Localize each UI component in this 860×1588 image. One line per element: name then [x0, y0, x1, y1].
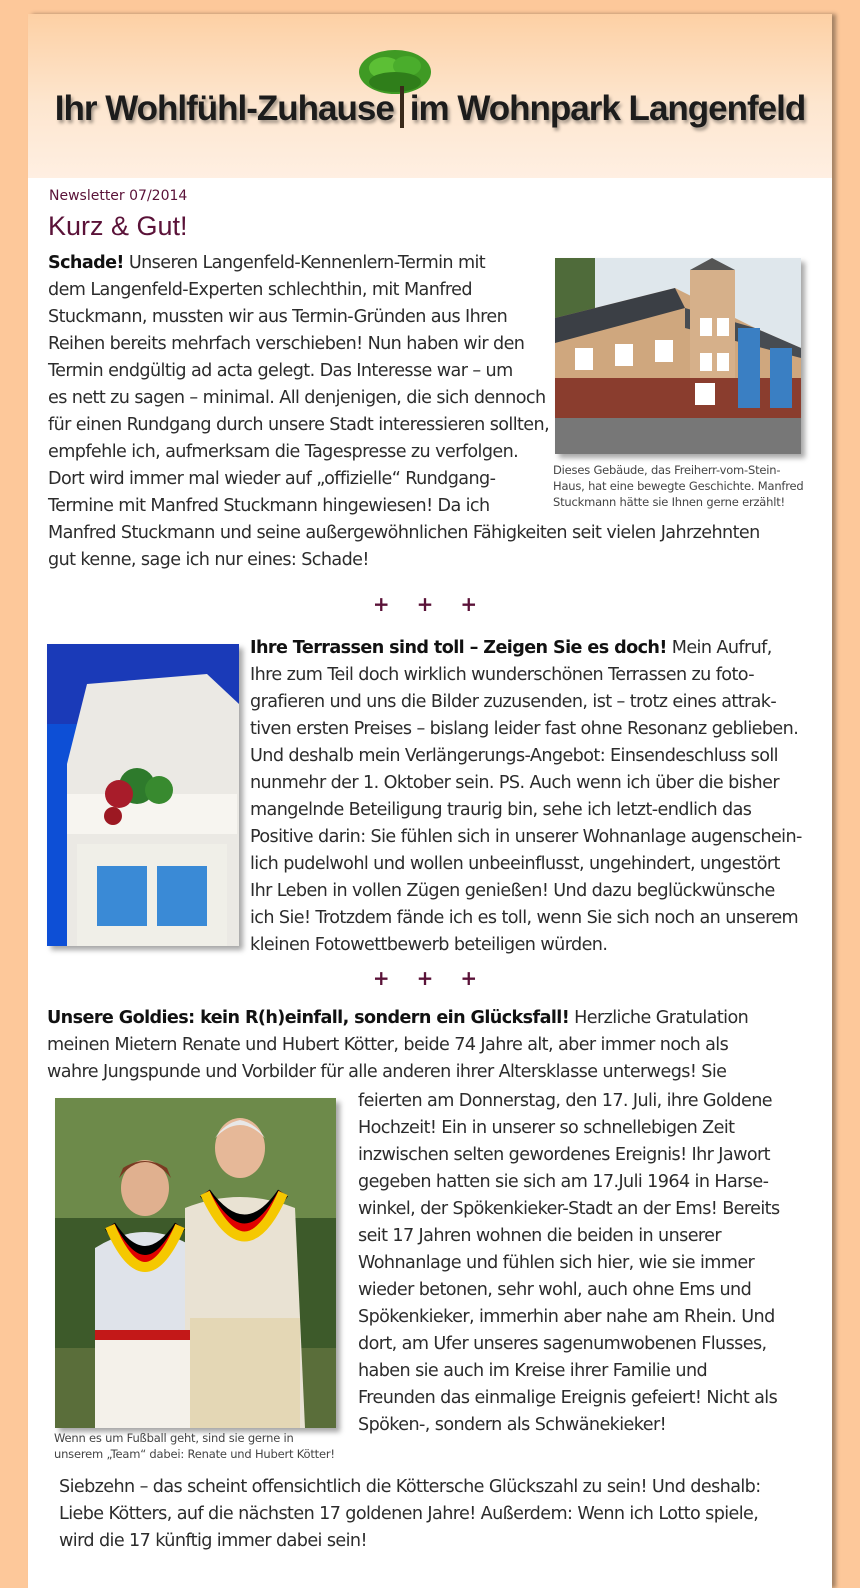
article-2-line: Positive darin: Sie fühlen sich in unserer Wohnanlage augenschein- [250, 827, 802, 847]
article-1-line: Stuckmann, mussten wir aus Termin-Gründen aus Ihren [48, 307, 508, 327]
article-2-line: Und deshalb mein Verlängerungs-Angebot: Einsendeschluss soll [250, 746, 778, 766]
newsletter-label: Newsletter 07/2014 [49, 188, 188, 204]
article-1-line: Termine mit Manfred Stuckmann hingewiesen! Da ich [48, 496, 490, 516]
article-3-line: Wohnanlage und fühlen sich hier, wie sie immer [358, 1253, 755, 1273]
caption-line: Wenn es um Fußball geht, sind sie gerne in [54, 1431, 294, 1445]
article-3-line: inzwischen selten gewordenes Ereignis! Ihr Jawort [358, 1145, 770, 1165]
article-3-line: Spöken-, sondern als Schwänekieker! [358, 1415, 667, 1435]
newsletter-page [28, 14, 832, 1588]
article-2-line: kleinen Fotowettbewerb beteiligen würden. [250, 935, 608, 955]
couple-caption [54, 1430, 354, 1462]
page-title: Kurz & Gut! [48, 211, 188, 241]
article-2-line: Ihr Leben in vollen Zügen genießen! Und dazu beglückwünsche [250, 881, 775, 901]
article-3-outro [59, 1474, 829, 1555]
article-3-line: Hochzeit! Ein in unserer so schnellebigen Zeit [358, 1118, 735, 1138]
article-3-intro [47, 1005, 827, 1086]
article-2-line: grafieren und uns die Bilder zuzusenden, ist – trotz eines attrak- [250, 692, 777, 712]
article-2-line: lich pudelwohl und wollen unbeeinflusst, ungehindert, ungestört [250, 854, 780, 874]
article-1-line: Manfred Stuckmann und seine außergewöhnlichen Fähigkeiten seit vielen Jahrzehnten [48, 523, 760, 543]
section-divider: + + + [372, 592, 488, 616]
header-title: Ihr Wohlfühl-Zuhause im Wohnpark Langenfeld [28, 86, 832, 129]
article-2-line: mangelnde Beteiligung traurig bin, sehe ich letzt-endlich das [250, 800, 752, 820]
caption-line: Dieses Gebäude, das Freiherr-vom-Stein- [553, 463, 781, 477]
article-3-line: dort, am Ufer unseres sagenumwobenen Flusses, [358, 1334, 767, 1354]
article-1-lead: Schade! [48, 253, 124, 273]
article-3-line: gegeben hatten sie sich am 17.Juli 1964 in Harse- [358, 1172, 769, 1192]
article-1-line: für einen Rundgang durch unsere Stadt interessieren sollten, [48, 415, 550, 435]
article-1-line: es nett zu sagen – minimal. All denjenigen, die sich dennoch [48, 388, 546, 408]
building-photo [555, 258, 801, 454]
article-1-body [48, 250, 558, 520]
article-3-side [358, 1088, 828, 1439]
caption-line: unserem „Team“ dabei: Renate und Hubert Kötter! [54, 1447, 335, 1461]
building-caption [553, 462, 813, 510]
article-1-line: Schade! Unseren Langenfeld-Kennenlern-Termin mit [48, 253, 486, 273]
article-2-line: Ihre Terrassen sind toll – Zeigen Sie es doch! Mein Aufruf, [250, 638, 772, 658]
terrace-photo [47, 644, 239, 946]
caption-line: Stuckmann hätte sie Ihnen gerne erzählt! [553, 495, 785, 509]
article-3-line: seit 17 Jahren wohnen die beiden in unserer [358, 1226, 722, 1246]
article-3-line: wird die 17 künftig immer dabei sein! [59, 1531, 367, 1551]
article-1-tail [48, 520, 818, 574]
article-3-line: Liebe Kötters, auf die nächsten 17 goldenen Jahre! Außerdem: Wenn ich Lotto spiele, [59, 1504, 759, 1524]
article-1-line: Termin endgültig ad acta gelegt. Das Interesse war – um [48, 361, 513, 381]
article-1-line: Reihen bereits mehrfach verschieben! Nun haben wir den [48, 334, 525, 354]
article-3-lead: Unsere Goldies: kein R(h)einfall, sondern ein Glücksfall! [47, 1008, 570, 1028]
article-3-line: wahre Jungspunde und Vorbilder für alle anderen ihrer Altersklasse unterwegs! Sie [47, 1062, 727, 1082]
article-2-body [250, 635, 832, 959]
article-3-line: haben sie auch im Kreise ihrer Familie und [358, 1361, 708, 1381]
article-2-lead: Ihre Terrassen sind toll – Zeigen Sie es doch! [250, 638, 667, 658]
article-3-line: winkel, der Spökenkieker-Stadt an der Ems! Bereits [358, 1199, 780, 1219]
article-3-line: Unsere Goldies: kein R(h)einfall, sondern ein Glücksfall! Herzliche Gratulation [47, 1008, 749, 1028]
article-3-line: Siebzehn – das scheint offensichtlich die Köttersche Glückszahl zu sein! Und deshalb: [59, 1477, 761, 1497]
article-1-line: gut kenne, sage ich nur eines: Schade! [48, 550, 369, 570]
article-3-line: Freunden das einmalige Ereignis gefeiert! Nicht als [358, 1388, 778, 1408]
article-3-line: feierten am Donnerstag, den 17. Juli, ihre Goldene [358, 1091, 772, 1111]
article-2-line: tiven ersten Preises – bislang leider fast ohne Resonanz geblieben. [250, 719, 799, 739]
article-3-line: Spökenkieker, immerhin aber nahe am Rhein. Und [358, 1307, 775, 1327]
article-2-line: ich Sie! Trotzdem fände ich es toll, wenn Sie sich noch an unserem [250, 908, 799, 928]
article-3-line: meinen Mietern Renate und Hubert Kötter, beide 74 Jahre alt, aber immer noch als [47, 1035, 729, 1055]
caption-line: Haus, hat eine bewegte Geschichte. Manfred [553, 479, 804, 493]
article-3-line: wieder betonen, sehr wohl, auch ohne Ems und [358, 1280, 752, 1300]
article-2-line: nunmehr der 1. Oktober sein. PS. Auch wenn ich über die bisher [250, 773, 779, 793]
header-banner [28, 14, 832, 178]
article-1-line: empfehle ich, aufmerksam die Tagespresse zu verfolgen. [48, 442, 519, 462]
couple-photo [55, 1098, 336, 1428]
header-divider [400, 86, 404, 128]
section-divider: + + + [372, 966, 488, 990]
article-1-line: Dort wird immer mal wieder auf „offizielle“ Rundgang- [48, 469, 496, 489]
article-2-line: Ihre zum Teil doch wirklich wunderschönen Terrassen zu foto- [250, 665, 754, 685]
article-1-line: dem Langenfeld-Experten schlechthin, mit Manfred [48, 280, 472, 300]
